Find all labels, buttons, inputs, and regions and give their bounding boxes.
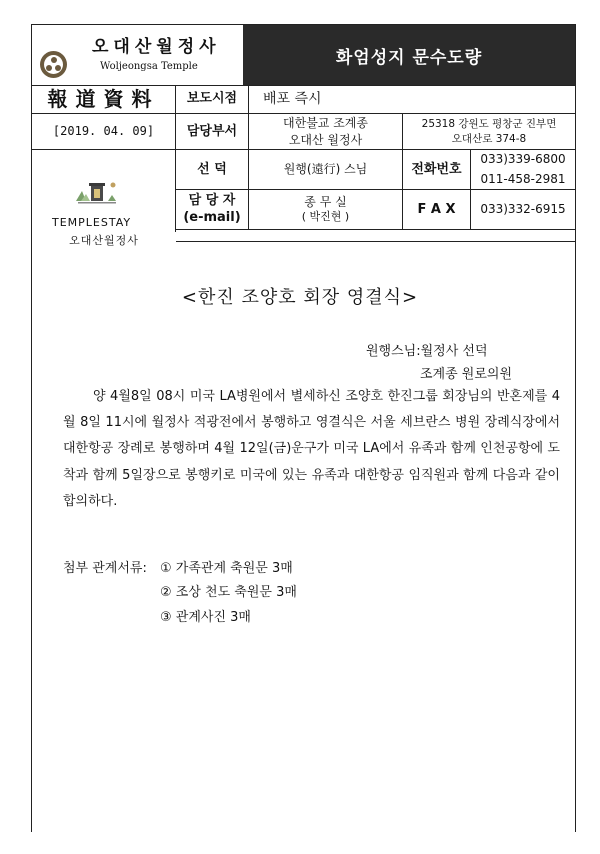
seondeok-value: 원행(遠行) 스님 — [249, 150, 403, 190]
signer-line-1: 원행스님:월정사 선덕 — [366, 344, 488, 359]
dept-line-1: 대한불교 조계종 — [283, 116, 368, 131]
signer-line-2: 조계종 원로의원 — [420, 367, 513, 382]
table-bottom-row — [176, 230, 575, 242]
dept-value — [249, 114, 403, 150]
address — [403, 114, 575, 150]
release-value: 배포 즉시 — [249, 85, 575, 114]
manager-value — [249, 190, 403, 230]
fax-label: F A X — [403, 190, 471, 230]
templestay-label: TEMPLESTAY — [52, 216, 132, 229]
templestay-icon — [72, 177, 122, 207]
address-line-2: 오대산로 374-8 — [451, 132, 527, 145]
phone-2: 011-458-2981 — [480, 171, 566, 186]
manager-label-2: (e-mail) — [183, 209, 241, 225]
doc-type: 報道資料 — [32, 85, 176, 114]
phone-label: 전화번호 — [403, 150, 471, 190]
attachment-item-1: ① 가족관계 축원문 3매 — [160, 561, 293, 576]
body-paragraph: 양 4월8일 08시 미국 LA병원에서 별세하신 조양호 한진그룹 회장님의 반혼제를 4월 8일 11시에 월정사 적광전에서 봉행하고 영결식은 서울 세브란스 병원 장례식장에서 대한항공 장례로 봉행하며 4월 12일(금)운구가 미국 LA에서 유족과 함께 인천공항에 도착과 함께 5일장으로 봉행키로 미국에 있는 유족과 대한항공 임직원과 함께 다음과 같이 합의하다. — [63, 389, 560, 509]
dept-label: 담당부서 — [176, 114, 249, 150]
attachment-item-2: ② 조상 천도 축원문 3매 — [160, 585, 297, 600]
templestay-temple-name: 오대산월정사 — [32, 232, 176, 248]
manager-value-2: ( 박진현 ) — [301, 210, 350, 224]
attachment-label: 첨부 관계서류: — [63, 561, 147, 576]
temple-name-korean: 오대산월정사 — [92, 37, 221, 57]
header-banner: 화엄성지 문수도량 — [243, 25, 575, 85]
phone-1: 033)339-6800 — [480, 152, 566, 167]
attachment-item-3: ③ 관계사진 3매 — [160, 610, 251, 625]
manager-value-1: 종 무 실 — [304, 194, 347, 209]
fax-value: 033)332-6915 — [471, 190, 575, 230]
manager-label-1: 담 당 자 — [188, 193, 236, 209]
document-title: <한진 조양호 회장 영결식> — [181, 287, 419, 308]
dept-line-2: 오대산 월정사 — [288, 132, 363, 147]
manager-label — [176, 190, 249, 230]
temple-name-english: Woljeongsa Temple — [100, 61, 198, 72]
address-line-1: 25318 강원도 평창군 진부면 — [421, 118, 557, 131]
temple-logo-icon — [40, 51, 67, 78]
phone-value — [471, 150, 575, 190]
release-label: 보도시점 — [176, 85, 249, 114]
release-date: [2019. 04. 09] — [32, 114, 176, 150]
seondeok-label: 선 덕 — [176, 150, 249, 190]
